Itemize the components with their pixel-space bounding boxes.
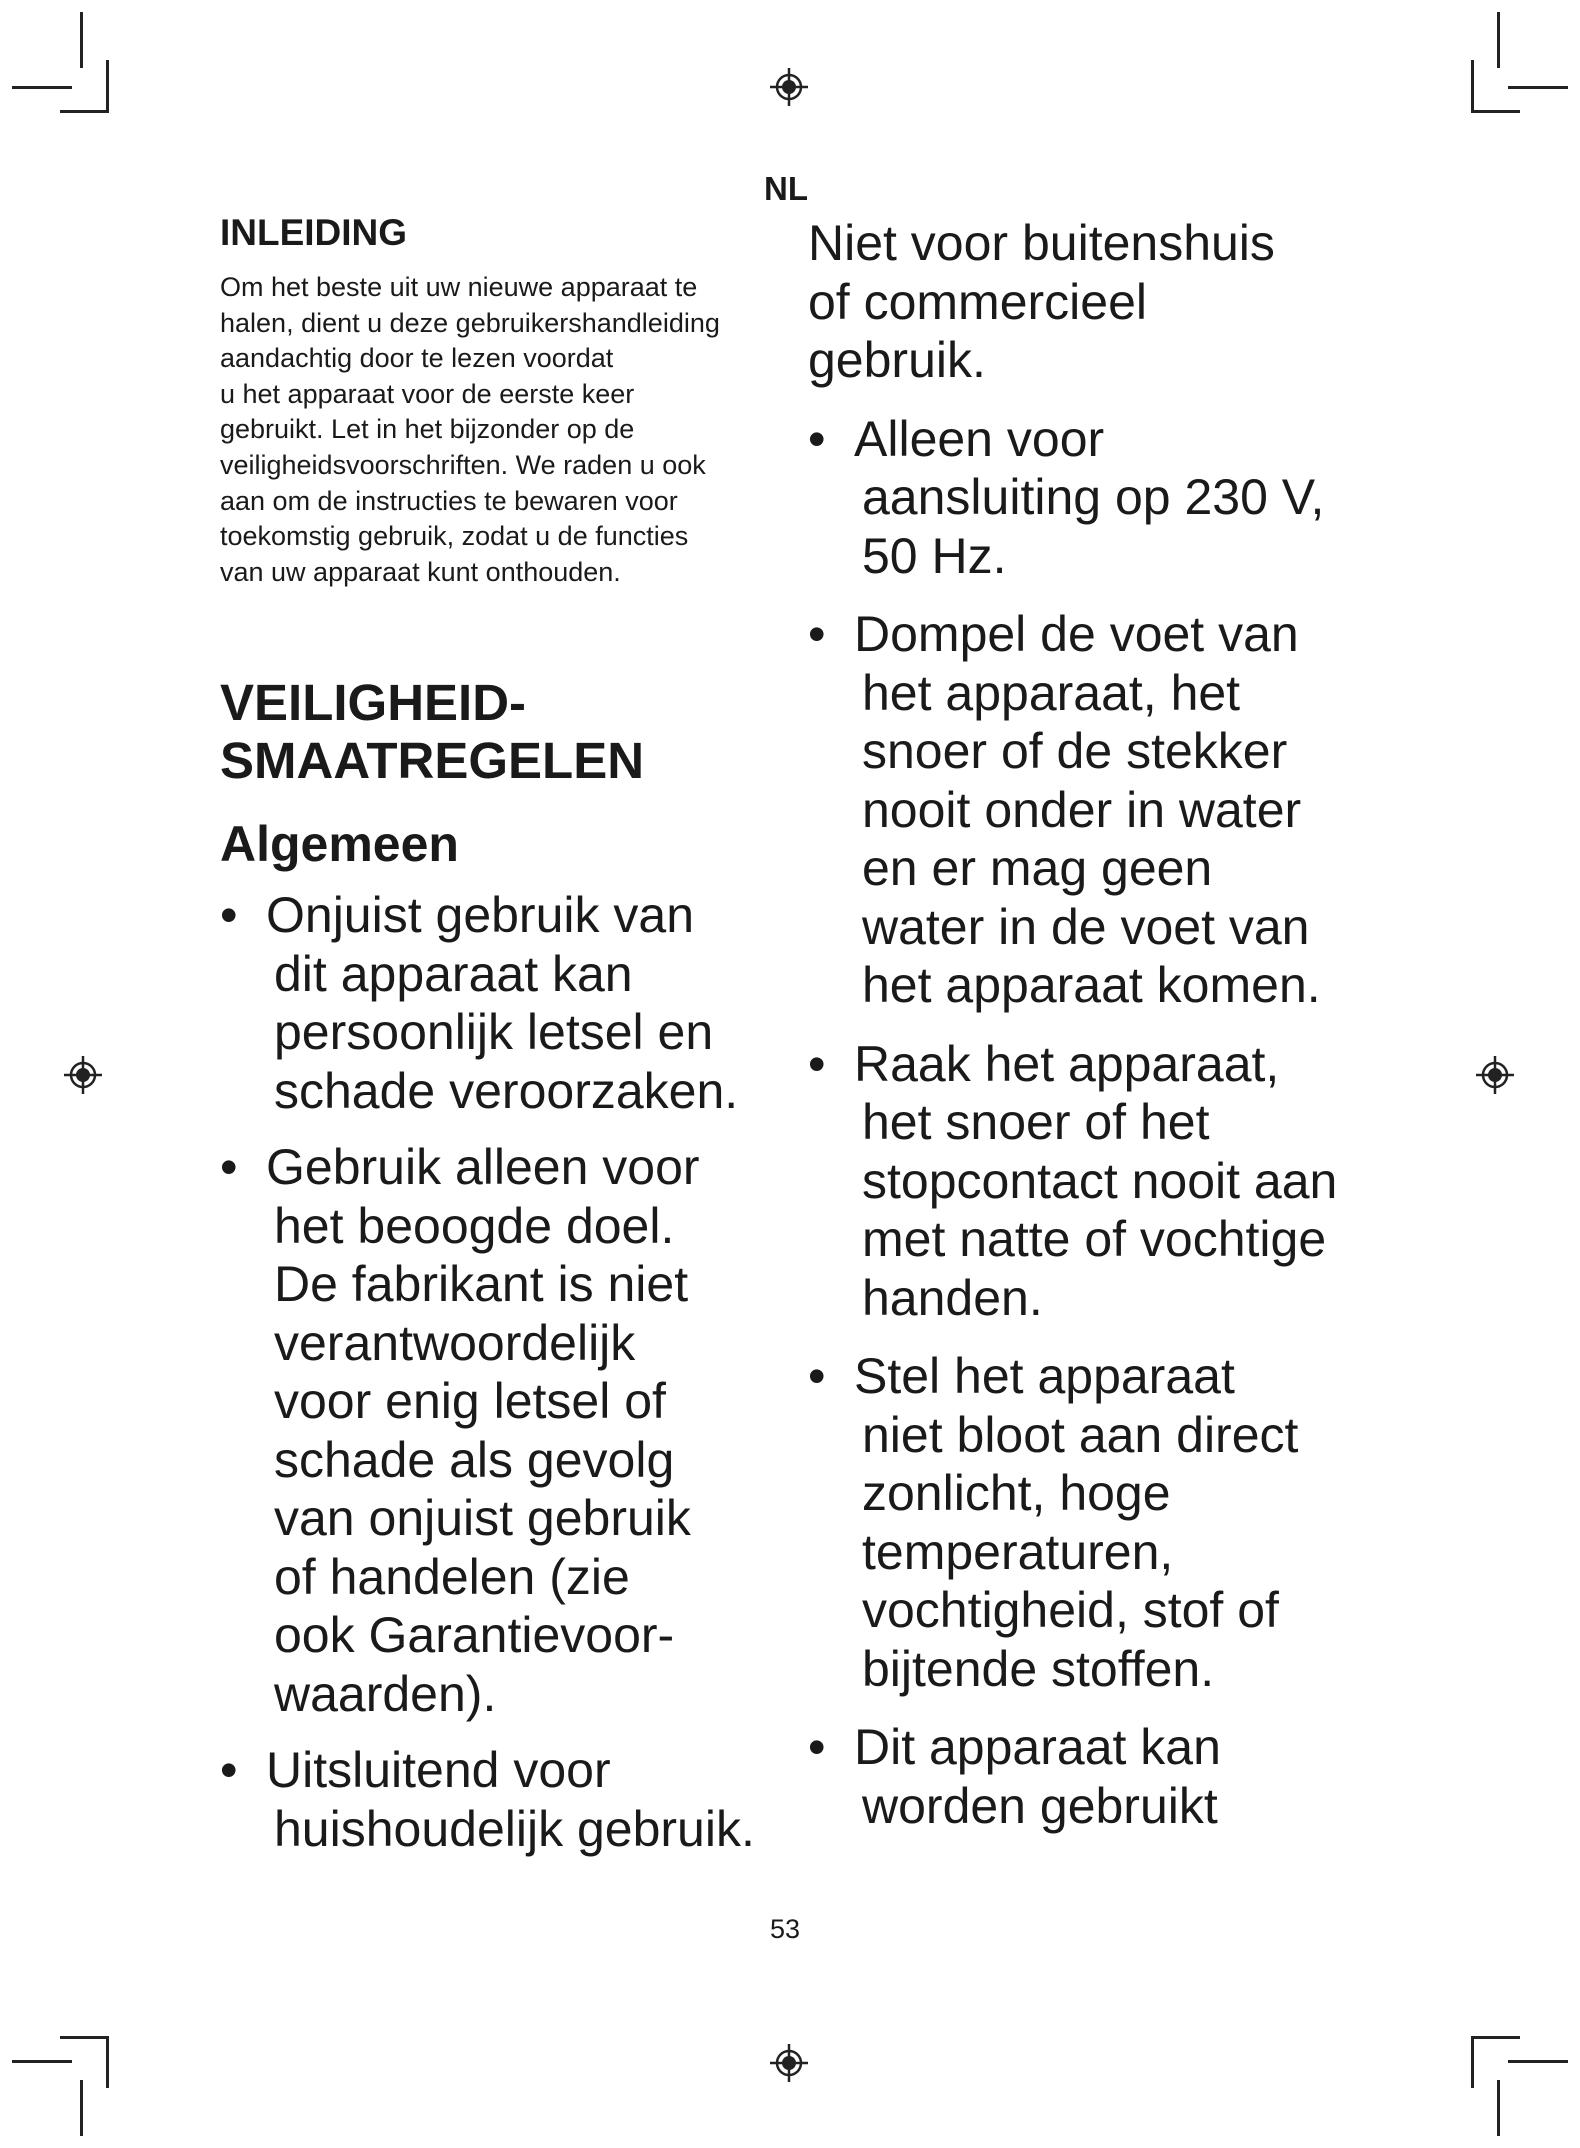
left-column — [220, 212, 780, 1876]
intro-line: van uw apparaat kunt onthouden. — [220, 556, 621, 587]
registration-mark-icon — [770, 68, 808, 106]
list-item-line: Stel het apparaat — [854, 1348, 1235, 1404]
list-item-line: schade als gevolg — [274, 1431, 675, 1488]
bullet-icon: • — [220, 887, 238, 944]
list-item-line: vochtigheid, stof of — [862, 1582, 1279, 1638]
safety-heading-line: VEILIGHEID- — [220, 674, 527, 732]
intro-line: aandachtig door te lezen voordat — [220, 343, 614, 374]
list-item-line: persoonlijk letsel en — [274, 1004, 714, 1061]
list-item-line: bijtende stoffen. — [862, 1640, 1215, 1697]
safety-heading — [220, 674, 780, 790]
list-item-line: stopcontact nooit aan — [862, 1152, 1338, 1209]
language-label: NL — [764, 170, 808, 207]
page-number: 53 — [770, 1914, 801, 1944]
list-item-line: water in de voet van — [862, 898, 1310, 955]
list-item-line: Niet voor buitenshuis — [808, 215, 1275, 271]
right-column — [808, 214, 1368, 1855]
list-item-line: het beoogde doel. — [274, 1197, 675, 1254]
list-item-line: ook Garantievoor- — [274, 1607, 675, 1664]
list-item-line: voor enig letsel of — [274, 1373, 666, 1430]
left-bullet-list — [220, 886, 780, 1858]
bullet-icon: • — [808, 1719, 826, 1775]
bullet-icon: • — [808, 1348, 826, 1404]
list-item-line: Gebruik alleen voor — [266, 1139, 700, 1196]
list-item-line: dit apparaat kan — [274, 945, 633, 1002]
list-item-line: het apparaat, het — [862, 664, 1241, 721]
intro-line: veiligheidsvoorschriften. We raden u ook — [220, 449, 706, 480]
list-item-line: het apparaat komen. — [862, 957, 1321, 1013]
list-item-line: aansluiting op 230 V, — [862, 469, 1325, 525]
list-item-line: met natte of vochtige — [862, 1211, 1327, 1267]
intro-line: aan om de instructies te bewaren voor — [220, 485, 678, 516]
list-item — [220, 1138, 780, 1723]
intro-line: halen, dient u deze gebruikershandleiding — [220, 307, 720, 338]
list-item — [808, 410, 1368, 586]
registration-mark-icon — [770, 2044, 808, 2082]
list-item-line: of commercieel — [808, 273, 1147, 330]
intro-paragraph — [220, 270, 780, 590]
intro-heading: INLEIDING — [220, 212, 408, 253]
list-item — [808, 1347, 1368, 1698]
list-item — [808, 1035, 1368, 1328]
list-item-line: schade veroorzaken. — [274, 1062, 739, 1119]
list-item-line: en er mag geen — [862, 840, 1213, 896]
registration-mark-icon — [1476, 1056, 1514, 1094]
list-item-line: Raak het apparaat, — [854, 1035, 1280, 1092]
list-item — [220, 1741, 780, 1858]
bullet-icon: • — [808, 410, 826, 467]
bullet-icon: • — [808, 606, 826, 662]
bullet-icon: • — [808, 1035, 826, 1092]
list-item-line: worden gebruikt — [862, 1777, 1218, 1834]
list-item-line: handen. — [862, 1269, 1043, 1326]
list-item-line: waarden). — [274, 1665, 497, 1722]
intro-line: gebruikt. Let in het bijzonder op de — [220, 414, 635, 445]
list-item-line: temperaturen, — [862, 1523, 1174, 1580]
list-item-line: gebruik. — [808, 332, 986, 388]
list-item — [808, 1718, 1368, 1835]
list-item-line: of handelen (zie — [274, 1548, 630, 1605]
list-item-line: niet bloot aan direct — [862, 1406, 1299, 1463]
list-item-line: 50 Hz. — [862, 527, 1007, 584]
list-item-line: zonlicht, hoge — [862, 1465, 1171, 1521]
list-item-line: Alleen voor — [854, 410, 1105, 467]
intro-line: u het apparaat voor de eerste keer — [220, 378, 635, 409]
list-item-line: snoer of de stekker — [862, 723, 1288, 779]
list-item-line: Dit apparaat kan — [854, 1719, 1221, 1775]
list-item-line: Dompel de voet van — [854, 606, 1299, 662]
list-item-line: het snoer of het — [862, 1094, 1210, 1150]
list-item — [808, 605, 1368, 1015]
right-bullet-list — [808, 410, 1368, 1836]
list-item-line: De fabrikant is niet — [274, 1256, 689, 1313]
list-item-line: van onjuist gebruik — [274, 1490, 691, 1547]
intro-line: Om het beste uit uw nieuwe apparaat te — [220, 272, 698, 302]
general-subheading: Algemeen — [220, 816, 459, 873]
list-item-line: verantwoordelijk — [274, 1314, 636, 1371]
list-item-line: Onjuist gebruik van — [266, 887, 695, 944]
continued-item — [754, 214, 1368, 390]
list-item-line: nooit onder in water — [862, 781, 1302, 838]
list-item — [220, 886, 780, 1120]
safety-heading-line: SMAATREGELEN — [220, 732, 645, 790]
list-item-line: Uitsluitend voor — [266, 1742, 611, 1799]
bullet-icon: • — [220, 1742, 238, 1799]
bullet-icon: • — [220, 1139, 238, 1196]
registration-mark-icon — [64, 1056, 102, 1094]
list-item-line: huishoudelijk gebruik. — [274, 1800, 755, 1857]
intro-line: toekomstig gebruik, zodat u de functies — [220, 521, 689, 552]
